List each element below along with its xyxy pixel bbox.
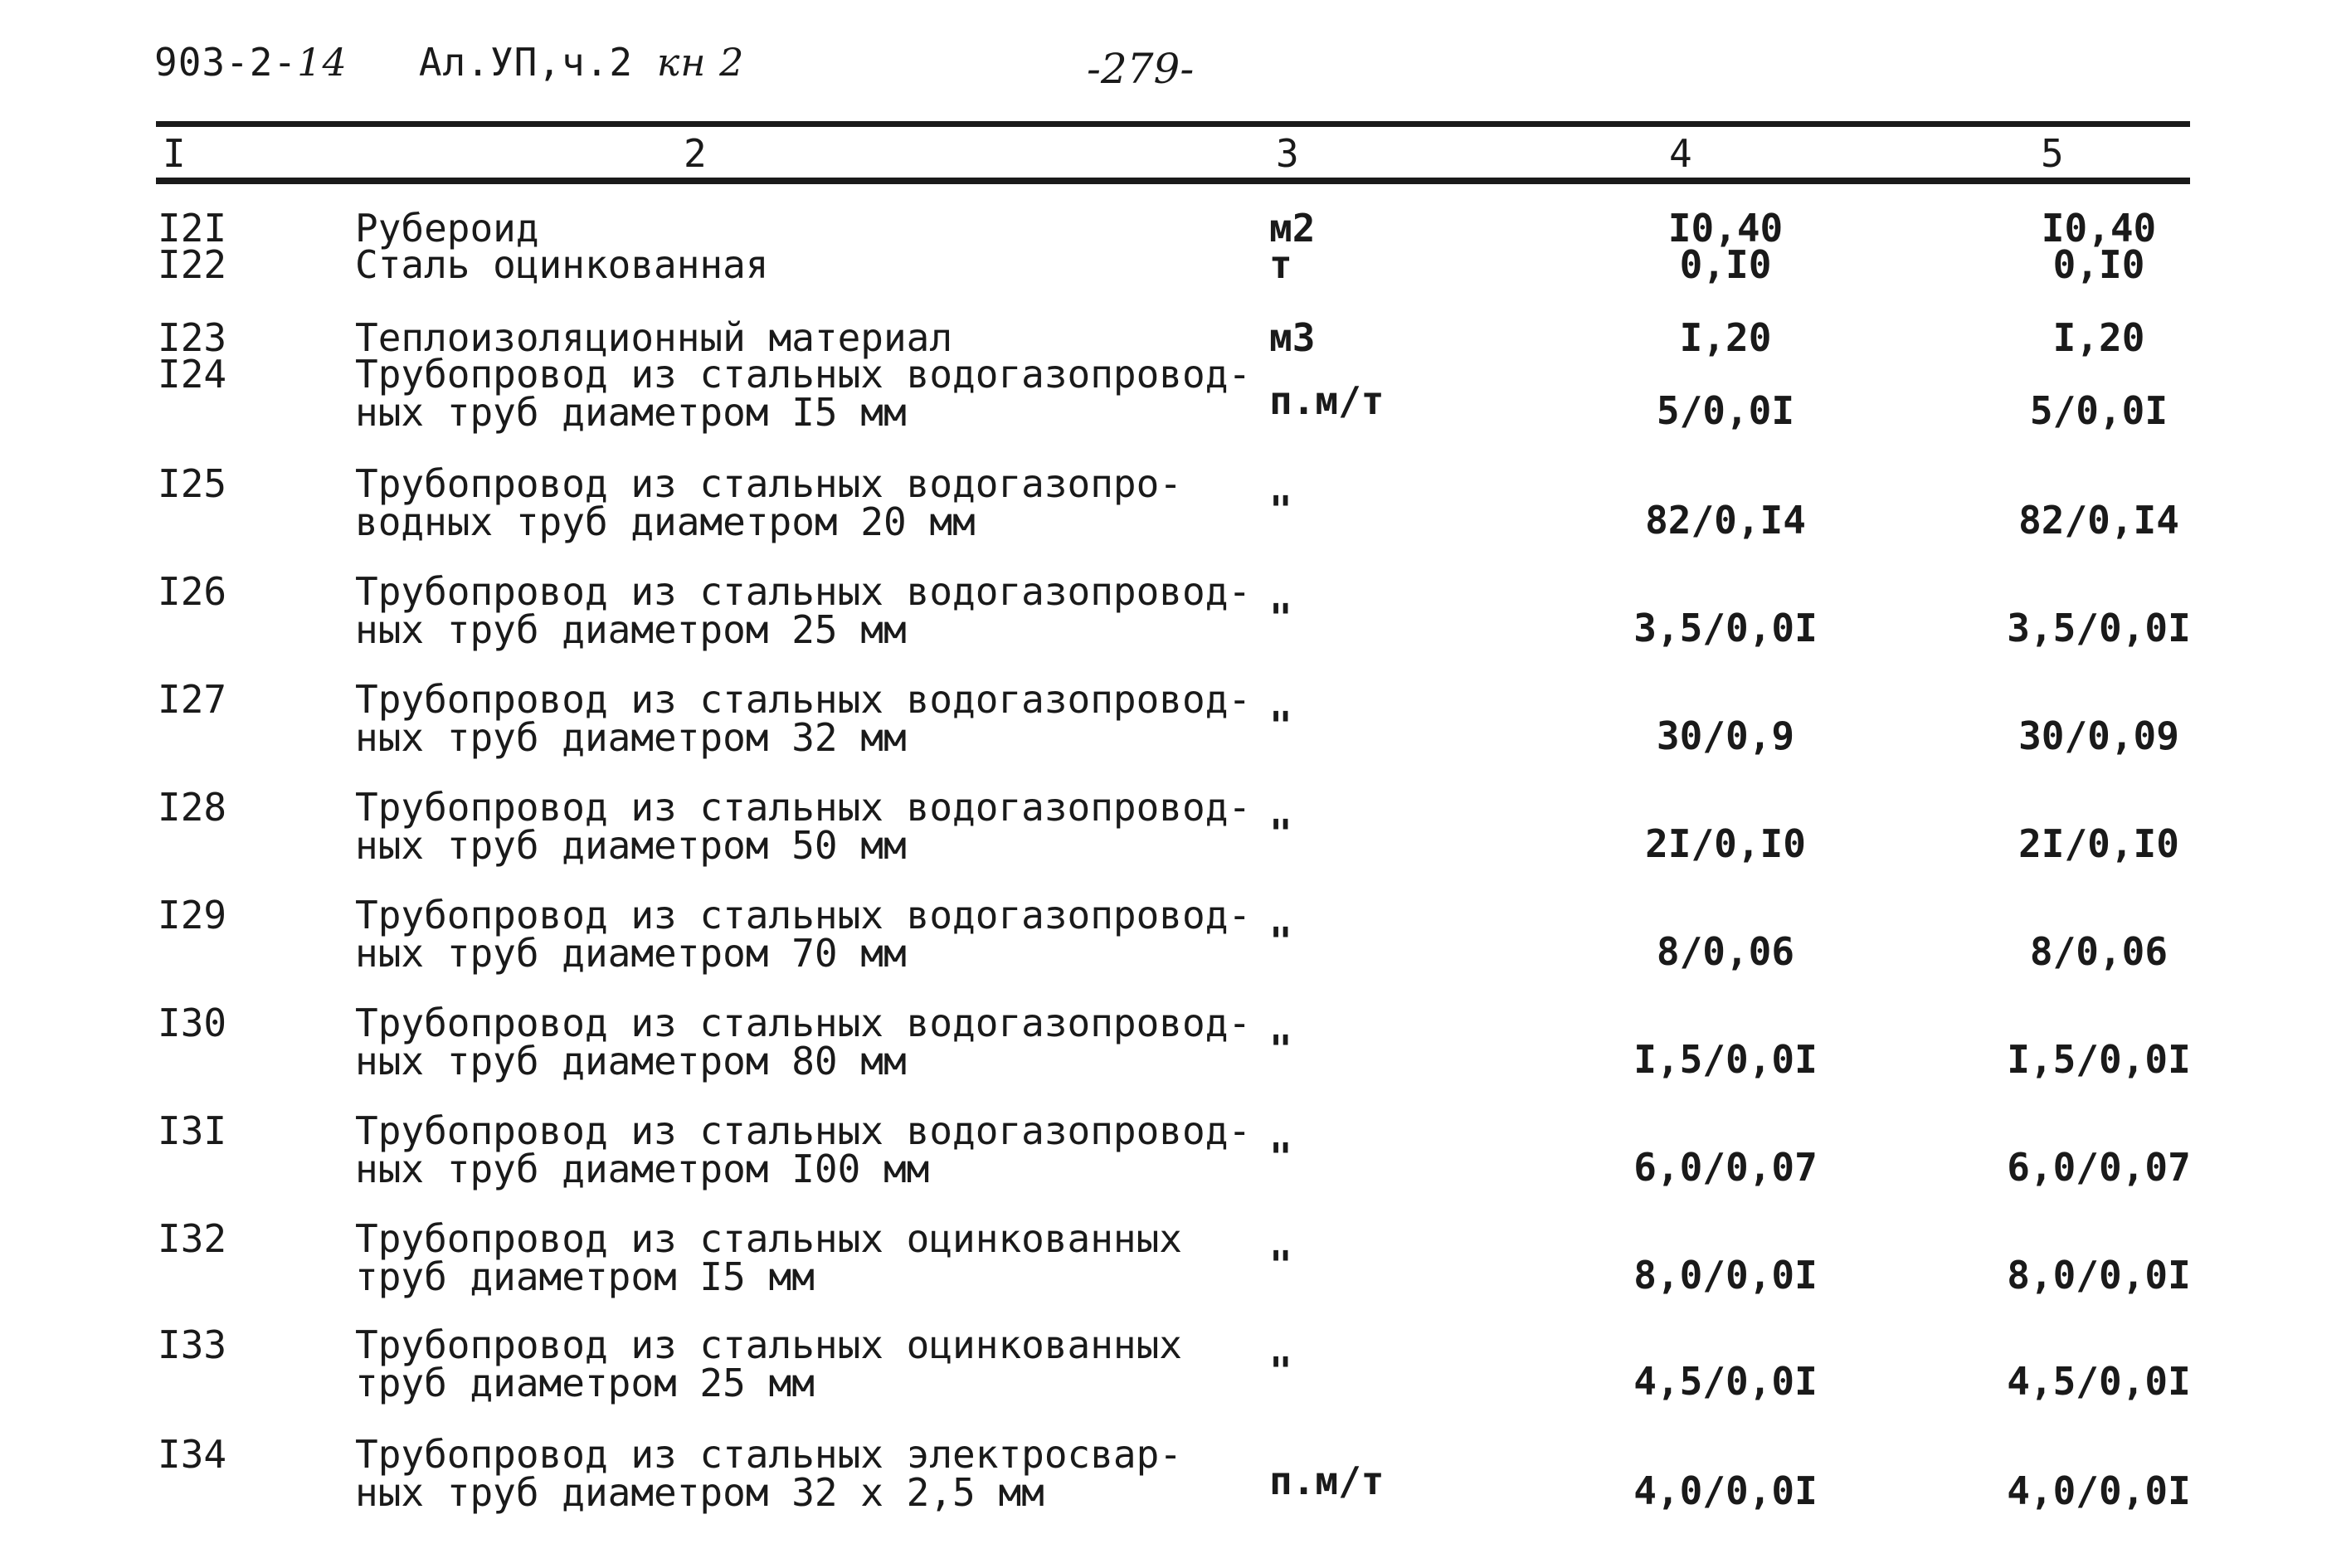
row-name-line: ных труб диаметром 50 мм <box>355 823 907 868</box>
row-unit: " <box>1269 704 1292 748</box>
row-name <box>355 677 1252 760</box>
row-quantity-col5: 8,0/0,0I <box>2007 1253 2191 1298</box>
row-quantity-col4: I,5/0,0I <box>1633 1037 1818 1082</box>
row-number: I26 <box>158 569 227 614</box>
row-number: I24 <box>158 352 227 397</box>
row-name-line: ных труб диаметром 32 x 2,5 мм <box>355 1470 1044 1515</box>
row-unit: " <box>1269 1027 1292 1072</box>
row-quantity-col4: I0,40 <box>1667 206 1784 251</box>
row-quantity-col4: 8,0/0,0I <box>1633 1253 1818 1298</box>
column-header-4: 4 <box>1669 131 1692 176</box>
row-quantity-col5: I,5/0,0I <box>2007 1037 2191 1082</box>
page-number: -279- <box>1087 45 1195 93</box>
row-name-line: ных труб диаметром 32 мм <box>355 715 907 760</box>
row-quantity-col5: 5/0,0I <box>2029 388 2168 433</box>
row-name-line: ных труб диаметром I00 мм <box>355 1147 930 1191</box>
row-name-line: водных труб диаметром 20 мм <box>355 499 976 544</box>
table-header-rule <box>156 178 2190 184</box>
column-header-3: 3 <box>1276 131 1299 176</box>
row-name-line: Трубопровод из стальных водогазопровод- <box>355 893 1252 937</box>
row-unit: " <box>1269 811 1292 856</box>
row-quantity-col5: 3,5/0,0I <box>2007 606 2191 650</box>
row-quantity-col4: 0,I0 <box>1679 242 1772 287</box>
row-name-line: Трубопровод из стальных электросвар- <box>355 1432 1182 1477</box>
row-number: I34 <box>158 1432 227 1477</box>
row-number: I2I <box>158 206 227 251</box>
row-name <box>355 785 1252 868</box>
album-printed: Ал.УП,ч.2 <box>418 40 634 85</box>
row-name-line: труб диаметром I5 мм <box>355 1254 815 1299</box>
row-unit: " <box>1269 488 1292 533</box>
doc-code-handwritten: 14 <box>297 40 348 85</box>
row-quantity-col4: 3,5/0,0I <box>1633 606 1818 650</box>
row-quantity-col5: 4,5/0,0I <box>2007 1359 2191 1404</box>
row-number: I28 <box>158 785 227 830</box>
row-number: I32 <box>158 1216 227 1261</box>
row-quantity-col4: 30/0,9 <box>1656 713 1795 758</box>
row-quantity-col4: 6,0/0,07 <box>1633 1145 1818 1190</box>
row-name-line: Теплоизоляционный материал <box>355 315 953 360</box>
row-quantity-col5: I,20 <box>2052 315 2145 360</box>
row-name <box>355 461 1182 544</box>
row-number: I22 <box>158 242 227 287</box>
table-top-rule <box>156 121 2190 127</box>
row-quantity-col4: 82/0,I4 <box>1645 498 1806 543</box>
row-quantity-col4: 8/0,06 <box>1656 929 1795 974</box>
column-header-1: I <box>163 131 186 176</box>
doc-code-printed: 903-2- <box>154 40 298 85</box>
row-number: I3I <box>158 1108 227 1153</box>
row-quantity-col5: 4,0/0,0I <box>2007 1468 2191 1513</box>
row-name <box>355 1001 1252 1083</box>
row-unit: " <box>1269 1135 1292 1180</box>
row-quantity-col5: 8/0,06 <box>2029 929 2168 974</box>
row-name-line: Трубопровод из стальных водогазопровод- <box>355 785 1252 830</box>
row-name <box>355 893 1252 976</box>
row-name-line: Трубопровод из стальных водогазопровод- <box>355 352 1252 397</box>
row-number: I27 <box>158 677 227 722</box>
row-name-line: Сталь оцинкованная <box>355 242 769 287</box>
row-name-line: труб диаметром 25 мм <box>355 1361 815 1405</box>
row-quantity-col5: 30/0,09 <box>2018 713 2179 758</box>
row-number: I33 <box>158 1322 227 1367</box>
row-name <box>355 242 769 287</box>
column-header-2: 2 <box>684 131 707 176</box>
row-name-line: Трубопровод из стальных водогазопровод- <box>355 569 1252 614</box>
row-number: I25 <box>158 461 227 506</box>
row-quantity-col5: 0,I0 <box>2052 242 2145 287</box>
row-name <box>355 1216 1182 1299</box>
row-name-line: ных труб диаметром 25 мм <box>355 607 907 652</box>
row-name-line: ных труб диаметром 70 мм <box>355 931 907 976</box>
row-unit: " <box>1269 596 1292 640</box>
column-header-5: 5 <box>2041 131 2064 176</box>
row-name <box>355 569 1252 652</box>
row-unit: " <box>1269 919 1292 964</box>
row-unit: " <box>1269 1349 1292 1394</box>
row-name <box>355 1322 1182 1405</box>
row-name-line: ных труб диаметром 80 мм <box>355 1039 907 1083</box>
row-unit: м2 <box>1269 206 1316 251</box>
row-quantity-col4: 5/0,0I <box>1656 388 1795 433</box>
row-quantity-col4: 2I/0,I0 <box>1645 821 1806 866</box>
row-number: I29 <box>158 893 227 937</box>
row-number: I23 <box>158 315 227 360</box>
row-quantity-col5: 6,0/0,07 <box>2007 1145 2191 1190</box>
row-quantity-col5: 82/0,I4 <box>2018 498 2179 543</box>
row-name-line: Трубопровод из стальных оцинкованных <box>355 1216 1182 1261</box>
album-handwritten: кн 2 <box>656 40 745 85</box>
row-unit: " <box>1269 1243 1292 1288</box>
row-name-line: Трубопровод из стальных водогазопровод- <box>355 1001 1252 1045</box>
row-unit: п.м/т <box>1269 1458 1385 1503</box>
row-name-line: Трубопровод из стальных водогазопро- <box>355 461 1182 506</box>
row-quantity-col4: 4,0/0,0I <box>1633 1468 1818 1513</box>
row-unit: п.м/т <box>1269 378 1385 423</box>
row-name <box>355 1432 1182 1515</box>
row-name-line: Трубопровод из стальных оцинкованных <box>355 1322 1182 1367</box>
row-name-line: Трубопровод из стальных водогазопровод- <box>355 1108 1252 1153</box>
row-name <box>355 1108 1252 1191</box>
row-name-line: Рубероид <box>355 206 539 251</box>
row-quantity-col4: 4,5/0,0I <box>1633 1359 1818 1404</box>
row-name-line: ных труб диаметром I5 мм <box>355 390 907 435</box>
row-name <box>355 352 1252 435</box>
document-code <box>154 40 744 85</box>
row-quantity-col4: I,20 <box>1679 315 1772 360</box>
row-number: I30 <box>158 1001 227 1045</box>
row-unit: м3 <box>1269 315 1316 360</box>
row-quantity-col5: I0,40 <box>2041 206 2157 251</box>
row-unit: т <box>1269 242 1292 287</box>
row-quantity-col5: 2I/0,I0 <box>2018 821 2179 866</box>
row-name-line: Трубопровод из стальных водогазопровод- <box>355 677 1252 722</box>
